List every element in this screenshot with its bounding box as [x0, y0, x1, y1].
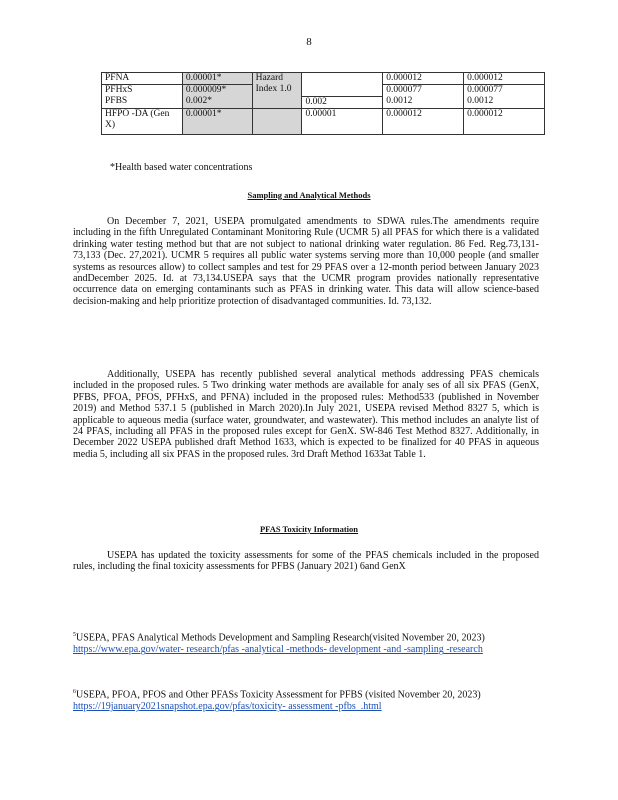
footnote-link[interactable]: https://19january2021snapshot.epa.gov/pfas/toxicity- assessment -pfbs_.html	[73, 701, 382, 713]
para-toxicity: USEPA has updated the toxicity assessments for some of the PFAS chemicals included in the proposed rules, including the final toxicity assessments for PFBS (January 2021) 6and GenX	[73, 550, 539, 573]
table-cell: 0.000077	[383, 85, 464, 97]
table-cell: 0.000012	[383, 73, 464, 85]
health-note: *Health based water concentrations	[110, 162, 253, 173]
table-cell: 0.000012	[464, 73, 545, 85]
chemical-name: PFNA	[102, 73, 183, 85]
footnote-mark: 6	[73, 689, 76, 695]
para-sampling: On December 7, 2021, USEPA promulgated amendments to SDWA rules.The amendments require including in the fifth Unregulated Contaminant Monitoring Rule (UCMR 5) all PFAS for which there is a validated drinking water testing method but that are not subject to national drinking water regulation. 86 Fed. Reg.73,131-73,133 (Dec. 27,2021). UCMR 5 requires all public water systems serving more than 10,000 people (and smaller systems as resources allow) to collect samples and test for 29 PFAS over a 12-month period between January 2023 andDecember 2025. Id. at 73,134.USEPA says that the UCMR program provides nationally representative occurrence data on emerging contaminants such as PFAS in drinking water. This data will allow science-based decision-making and help prioritize protection of disadvantaged communities. Id. 73,132.	[73, 216, 539, 307]
chemical-name: PFHxS	[102, 85, 183, 97]
health-value: 0.00001*	[182, 108, 252, 134]
table-row	[102, 108, 545, 134]
hazard-index-cell: Hazard Index 1.0	[252, 73, 302, 109]
page-number: 8	[306, 36, 312, 48]
table-cell	[302, 73, 383, 97]
table-row	[102, 73, 545, 85]
table-cell: 0.002	[302, 96, 383, 108]
chemical-name: HFPO -DA (Gen X)	[102, 108, 183, 134]
table-row	[102, 96, 545, 108]
footnote-6	[73, 686, 521, 713]
table-cell	[252, 108, 302, 134]
footnote-text: USEPA, PFOA, PFOS and Other PFASs Toxicity Assessment for PFBS (visited November 20, 2023)	[76, 689, 481, 701]
footnote-mark: 5	[73, 632, 76, 638]
para-methods: Additionally, USEPA has recently published several analytical methods addressing PFAS chemicals included in the proposed rules. 5 Two drinking water methods are available for analy ses of all six PFAS (GenX, PFBS, PFOA, PFOS, PFHxS, and PFNA) included in the proposed rules: Method533 (published in November 2019) and Method 537.1 5 (published in March 2020).In July 2021, USEPA revised Method 8327 5, which is applicable to aqueous media (surface water, groundwater, and wastewater). This method includes an analyte list of 24 PFAS, including all PFAS in the proposed rules except for GenX. SW-846 Test Method 8327. Additionally, in December 2022 USEPA published draft Method 1633, which is expected to be finalized for 40 PFAS in aqueous media 5, including all six PFAS in the proposed rules. 3rd Draft Method 1633at Table 1.	[73, 369, 539, 460]
chemical-name: PFBS	[102, 96, 183, 108]
table-cell: 0.000012	[383, 108, 464, 134]
footnote-link[interactable]: https://www.epa.gov/water- research/pfas -analytical -methods- development -and -sampling -research	[73, 644, 483, 656]
footnote-5	[73, 629, 521, 656]
toxicity-heading-text: PFAS Toxicity Information	[259, 524, 359, 534]
toxicity-heading	[0, 524, 618, 534]
health-value: 0.00001*	[182, 73, 252, 85]
table-cell: 0.000077	[464, 85, 545, 97]
health-value: 0.000009*	[182, 85, 252, 97]
footnote-text: USEPA, PFAS Analytical Methods Development and Sampling Research(visited November 20, 2023)	[76, 632, 485, 644]
sampling-heading	[0, 190, 618, 200]
health-value: 0.002*	[182, 96, 252, 108]
sampling-heading-text: Sampling and Analytical Methods	[247, 190, 371, 200]
pfas-table	[101, 72, 545, 135]
table-cell: 0.0012	[383, 96, 464, 108]
table-cell: 0.0012	[464, 96, 545, 108]
table-cell: 0.000012	[464, 108, 545, 134]
table-cell: 0.00001	[302, 108, 383, 134]
